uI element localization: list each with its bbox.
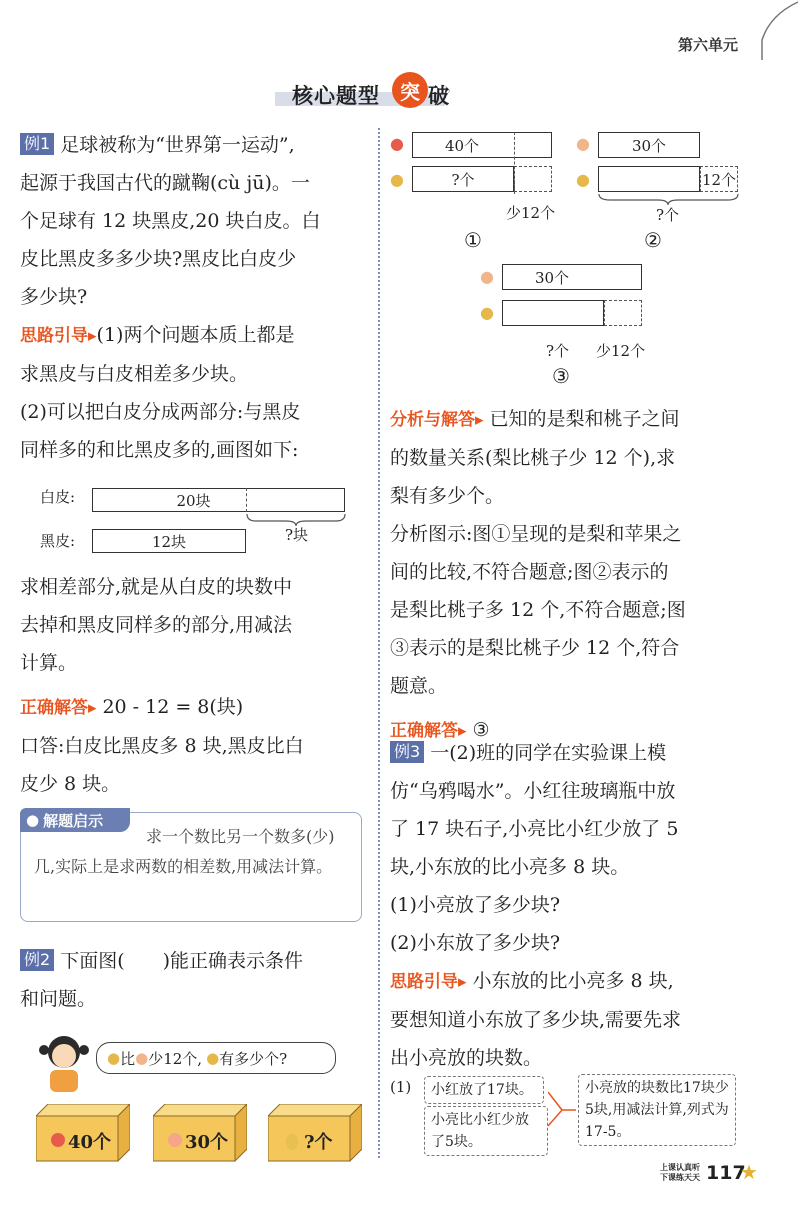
analysis-line: 题意。: [390, 675, 448, 697]
d2-total: ?个: [656, 206, 680, 224]
example2-line: 和问题。: [20, 988, 97, 1010]
black-value: 12块: [151, 532, 187, 551]
d2-top-value: 30个: [631, 136, 667, 155]
analysis-label: 分析与解答: [390, 410, 475, 430]
apple-icon: ●: [390, 134, 404, 153]
d3-bottom-bar: [502, 300, 604, 326]
answer-value: ③: [472, 719, 490, 741]
speech-part: 有多少个?: [219, 1049, 288, 1068]
example1-line: 多少块?: [20, 286, 88, 308]
analysis-line: 间的比较,不符合题意;图②表示的: [390, 561, 669, 583]
example3-tag: 例3: [390, 741, 424, 763]
pear-icon: ●: [576, 170, 590, 189]
analysis-line: 梨有多少个。: [390, 485, 505, 507]
peach-box: [153, 1104, 247, 1166]
pear-box: [268, 1104, 362, 1166]
d3-dash: [604, 300, 642, 326]
speech-bubble: [96, 1042, 336, 1074]
analysis-line: 的数量关系(梨比桃子少 12 个),求: [390, 447, 676, 469]
example1-line: 足球被称为“世界第一运动”,: [60, 134, 295, 156]
guide-line: (1)两个问题本质上都是: [96, 324, 295, 346]
guide-line: 求黑皮与白皮相差多少块。: [20, 363, 249, 385]
peach-icon: ●: [576, 134, 590, 153]
d3-top-value: 30个: [534, 268, 570, 287]
d1-top-value: 40个: [444, 136, 480, 155]
guide-line: 出小亮放的块数。: [390, 1047, 543, 1069]
after-line: 求相差部分,就是从白皮的块数中: [20, 576, 293, 598]
oral-line: 口答:白皮比黑皮多 8 块,黑皮比白: [20, 735, 304, 757]
hint-label: 解题启示: [43, 811, 104, 830]
white-value: 20块: [176, 491, 211, 510]
d1-bottom-bar: [412, 166, 514, 192]
example3-line: 仿“乌鸦喝水”。小红往玻璃瓶中放: [390, 780, 676, 802]
white-split-line: [246, 488, 247, 512]
answer-formula: 20 - 12 = 8(块): [102, 696, 244, 718]
d1-top-bar: [412, 132, 552, 158]
page-title: 核心题型: [292, 84, 380, 108]
page-number: 117: [706, 1162, 746, 1184]
box-label: ?个: [304, 1132, 333, 1153]
pear-icon: ●: [480, 303, 494, 322]
guide-line: 同样多的和比黑皮多的,画图如下:: [20, 439, 299, 461]
answer-label: 正确解答: [20, 698, 88, 718]
d2-extra: [700, 166, 738, 192]
d1-diff: 少12个: [506, 204, 556, 222]
flow-box-a: 小红放了17块。: [424, 1076, 544, 1104]
flow-arrow: [548, 1090, 578, 1130]
white-bar: [92, 488, 345, 512]
black-label: 黑皮:: [40, 532, 76, 550]
d2-bottom-bar: [598, 166, 700, 192]
guide-line: (2)可以把白皮分成两部分:与黑皮: [20, 401, 301, 423]
d3-top-bar: [502, 264, 642, 290]
d2-extra-value: 12个: [701, 170, 737, 189]
box-label: 40个: [68, 1132, 112, 1153]
d3-question: ?个: [546, 342, 570, 360]
answer-label: 正确解答: [390, 721, 458, 741]
column-divider: [378, 128, 380, 1158]
d1-dash: [514, 166, 552, 192]
analysis-line: 分析图示:图①呈现的是梨和苹果之: [390, 523, 682, 545]
d3-number: ③: [552, 364, 570, 388]
example2-text: [20, 942, 370, 1018]
bulb-icon: ●: [26, 811, 40, 829]
peach-icon: ●: [480, 267, 494, 286]
analysis-text: 分析与解答▸ 已知的是梨和桃子之间 的数量关系(梨比桃子少 12 个),求 梨有多少个。 分析图示:图①呈现的是梨和苹果之 间的比较,不符合题意;图②表示的 是梨比桃子多 12 个,不符合题意;图 ③表示的是梨比桃子少 12 个,符合 题意。 正确解答▸ ③: [390, 400, 740, 750]
oral-line: 皮少 8 块。: [20, 773, 121, 795]
d3-diff: 少12个: [596, 342, 646, 360]
example1-line: 起源于我国古代的蹴鞠(cù jū)。一: [20, 172, 310, 194]
d1-number: ①: [464, 228, 482, 252]
example3-line: (2)小东放了多少块?: [390, 932, 561, 954]
after-line: 计算。: [20, 652, 78, 674]
girl-illustration: [36, 1032, 92, 1092]
title-last-char: 破: [428, 84, 449, 108]
corner-decoration: [740, 0, 800, 60]
black-bar: [92, 529, 246, 553]
guide-line: 小东放的比小亮多 8 块,: [472, 970, 674, 992]
example2-tag: 例2: [20, 949, 54, 971]
example3-line: 块,小东放的比小亮多 8 块。: [390, 856, 630, 878]
unit-label: 第六单元: [677, 36, 738, 54]
guide-label: 思路引导: [390, 972, 458, 992]
speech-part: 少12个,: [148, 1049, 203, 1068]
star-icon: ★: [740, 1160, 758, 1184]
box-label: 30个: [185, 1132, 229, 1153]
example1-line: 皮比黑皮多多少块?黑皮比白皮少: [20, 248, 297, 270]
pear-icon: ●: [107, 1049, 121, 1067]
flow-number: (1): [390, 1078, 412, 1096]
analysis-line: 已知的是梨和桃子之间: [489, 408, 680, 430]
d2-top-bar: [598, 132, 700, 158]
example3-line: (1)小亮放了多少块?: [390, 894, 561, 916]
after-line: 去掉和黑皮同样多的部分,用减法: [20, 614, 293, 636]
apple-box: [36, 1104, 130, 1166]
pear-icon: ●: [390, 170, 404, 189]
example1-line: 个足球有 12 块黑皮,20 块白皮。白: [20, 210, 321, 232]
example3-line: 一(2)班的同学在实验课上模: [430, 742, 667, 764]
d1-bottom-value: ?个: [451, 170, 475, 189]
example1-after: 求相差部分,就是从白皮的块数中 去掉和黑皮同样多的部分,用减法 计算。 正确解答▸ 20 - 12 = 8(块) 口答:白皮比黑皮多 8 块,黑皮比白 皮少 8 块。: [20, 568, 370, 803]
guide-label: 思路引导: [20, 326, 88, 346]
example3-line: 了 17 块石子,小亮比小红少放了 5: [390, 818, 679, 840]
flow-box-b: 小亮比小红少放了5块。: [424, 1106, 548, 1156]
example1-tag: 例1: [20, 133, 54, 155]
footer-slogan: 上课认真听 下课练天天: [660, 1163, 700, 1182]
title-highlight-char: 突: [392, 72, 428, 108]
peach-icon: ●: [135, 1049, 149, 1067]
example1-text: 例1 足球被称为“世界第一运动”, 起源于我国古代的蹴鞠(cù jū)。一 个足球有 12 块黑皮,20 块白皮。白 皮比黑皮多多少块?黑皮比白皮少 多少块? 思路引导▸(1)两个问题本质上都是 求黑皮与白皮相差多少块。 (2)可以把白皮分成两部分:与黑皮 同样多的和比黑皮多的,画图如下:: [20, 126, 370, 469]
pear-icon: ●: [206, 1049, 220, 1067]
example3-text: 例3 一(2)班的同学在实验课上模 仿“乌鸦喝水”。小红往玻璃瓶中放 了 17 块石子,小亮比小红少放了 5 块,小东放的比小亮多 8 块。 (1)小亮放了多少块? (2)小东放了多少块? 思路引导▸ 小东放的比小亮多 8 块, 要想知道小东放了多少块,需要先求 出小亮放的块数。: [390, 734, 740, 1077]
analysis-line: 是梨比桃子多 12 个,不符合题意;图: [390, 599, 686, 621]
white-label: 白皮:: [40, 488, 76, 506]
example2-line: 下面图( )能正确表示条件: [60, 950, 304, 972]
hint-text: 求一个数比另一个数多(少)几,实际上是求两数的相差数,用减法计算。: [34, 827, 335, 876]
diff-label: ?块: [285, 526, 309, 544]
analysis-line: ③表示的是梨比桃子少 12 个,符合: [390, 637, 680, 659]
guide-line: 要想知道小东放了多少块,需要先求: [390, 1009, 682, 1031]
flow-box-c: 小亮放的块数比17块少5块,用减法计算,列式为17-5。: [578, 1074, 736, 1146]
speech-part: 比: [120, 1049, 136, 1068]
d2-number: ②: [644, 228, 662, 252]
